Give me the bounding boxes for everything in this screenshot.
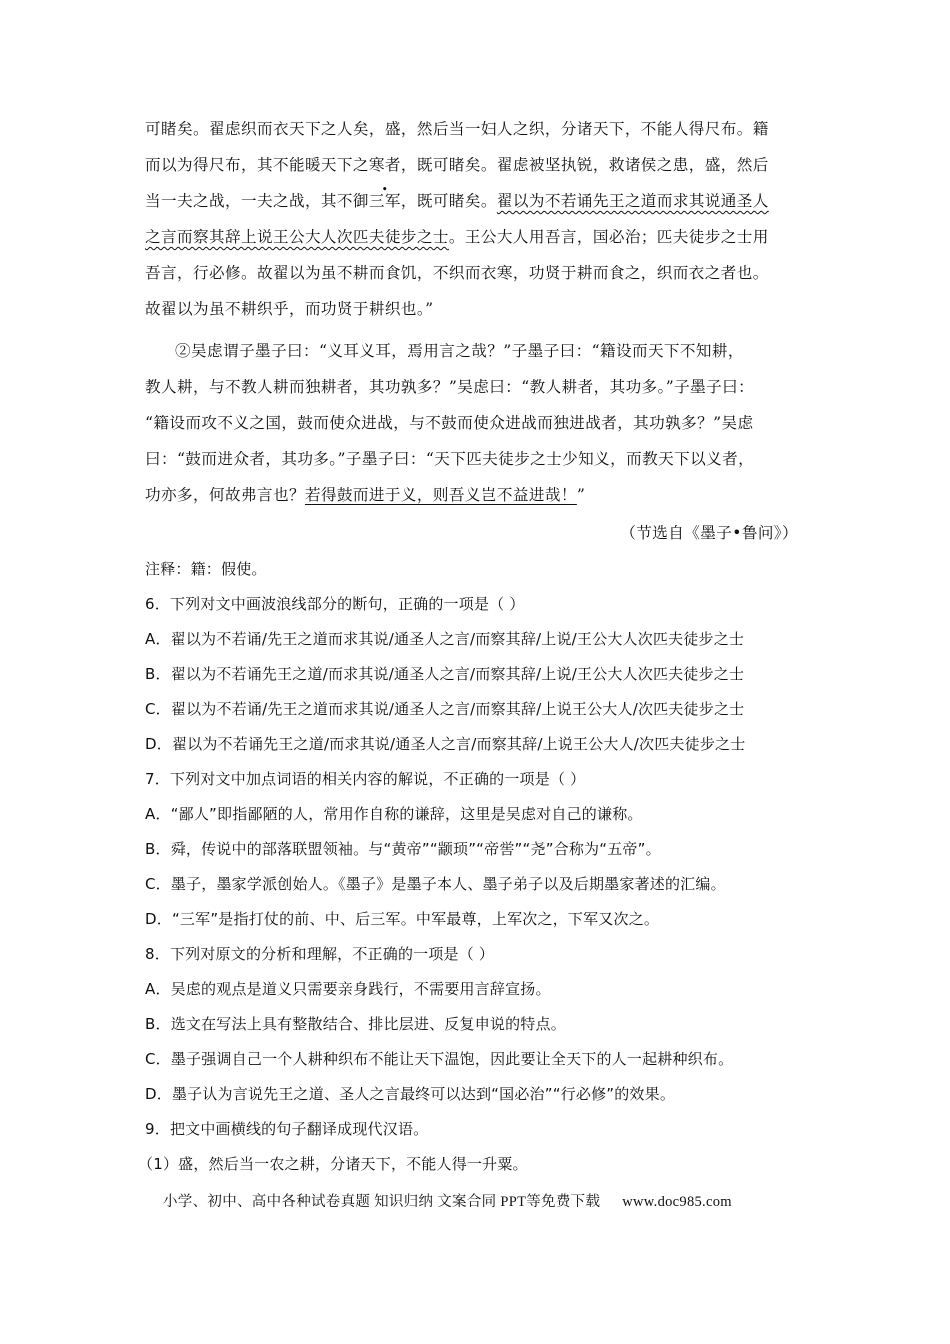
paragraph-2-line-1: ②吴虑谓子墨子曰：“义耳义耳，焉用言之哉？”子墨子曰：“籍设而天下不知耕，	[175, 342, 744, 360]
passage-text: 。王公大人用吾言，国必治；匹夫徒步之士用	[448, 228, 769, 246]
wavy-underlined-sentence: 翟以为不若诵先王之道而求其说通圣人	[496, 192, 769, 210]
passage-text: 当一夫之战，一夫之战，其不御	[145, 192, 369, 210]
question-6-stem: 6．下列对文中画波浪线部分的断句，正确的一项是（ ）	[145, 595, 525, 613]
footer-link[interactable]: www.doc985.com	[622, 1194, 732, 1210]
passage-text: ”	[576, 486, 586, 504]
paragraph-2-line-4: 曰：“鼓而进众者，其功多。”子墨子曰：“天下匹夫徒步之士少知义，而教天下以义者，	[145, 450, 755, 468]
dotted-word-sanjun: 三军	[368, 192, 401, 210]
question-7-option-c: C．墨子，墨家学派创始人。《墨子》是墨子本人、墨子弟子以及后期墨家著述的汇编。	[145, 875, 726, 893]
footer-text: 小学、初中、高中各种试卷真题 知识归纳 文案合同 PPT等免费下载	[163, 1194, 601, 1210]
question-7-option-b: B．舜，传说中的部落联盟领袖。与“黄帝”“颛顼”“帝喾”“尧”合称为“五帝”。	[145, 840, 661, 858]
question-9-stem: 9．把文中画横线的句子翻译成现代汉语。	[145, 1120, 429, 1138]
paragraph-2-line-5	[145, 484, 585, 506]
passage-text: ，既可睹矣。	[400, 192, 497, 210]
question-7-option-d: D．“三军”是指打仗的前、中、后三军。中军最尊，上军次之，下军又次之。	[145, 910, 660, 928]
question-6-option-a: A．翟以为不若诵/先王之道而求其说/通圣人之言/而察其辞/上说/王公大人次匹夫徒步之士	[145, 630, 745, 648]
page-footer	[163, 1190, 732, 1211]
question-7-stem: 7．下列对文中加点词语的相关内容的解说，不正确的一项是（ ）	[145, 770, 586, 788]
passage-line-1: 可睹矣。翟虑织而衣天下之人矣，盛，然后当一妇人之织，分诸天下，不能人得尺布。籍	[145, 120, 769, 138]
passage-line-4	[145, 226, 769, 248]
passage-line-2: 而以为得尺布，其不能暖天下之寒者，既可睹矣。翟虑被坚执锐，救诸侯之患，盛，然后	[145, 156, 769, 174]
passage-line-5: 吾言，行必修。故翟以为虽不耕而食饥，不织而衣寒，功贤于耕而食之，织而衣之者也。	[145, 264, 769, 282]
question-6-option-b: B．翟以为不若诵先王之道/而求其说/通圣人之言/而察其辞/上说/王公大人次匹夫徒步之士	[145, 665, 745, 683]
question-8-option-b: B．选文在写法上具有整散结合、排比层进、反复申说的特点。	[145, 1015, 566, 1033]
passage-line-6: 故翟以为虽不耕织乎，而功贤于耕织也。”	[145, 300, 434, 318]
passage-line-3	[145, 190, 769, 212]
question-9-sentence-1: （1）盛，然后当一农之耕，分诸天下，不能人得一升粟。	[138, 1155, 528, 1173]
annotation-note: 注释：籍：假使。	[145, 560, 267, 578]
underlined-sentence: 若得鼓而进于义，则吾义岂不益进哉！	[304, 486, 577, 504]
question-8-option-c: C．墨子强调自己一个人耕种织布不能让天下温饱，因此要让全天下的人一起耕种织布。	[145, 1050, 734, 1068]
paragraph-2-line-3: “籍设而攻不义之国，鼓而使众进战，与不鼓而使众进战而独进战者，其功孰多？”吴虑	[145, 414, 754, 432]
paragraph-2-line-2: 教人耕，与不教人耕而独耕者，其功孰多？”吴虑曰：“教人耕者，其功多。”子墨子曰：	[145, 378, 755, 396]
question-6-option-c: C．翟以为不若诵/先王之道而求其说/通圣人之言/而察其辞/上说王公大人/次匹夫徒步之士	[145, 700, 745, 718]
question-7-option-a: A．“鄙人”即指鄙陋的人，常用作自称的谦辞，这里是吴虑对自己的谦称。	[145, 805, 643, 823]
question-8-option-a: A．吴虑的观点是道义只需要亲身践行，不需要用言辞宣扬。	[145, 980, 551, 998]
question-8-stem: 8．下列对原文的分析和理解，不正确的一项是（ ）	[145, 945, 495, 963]
wavy-underlined-sentence-cont: 之言而察其辞上说王公大人次匹夫徒步之士	[145, 228, 449, 246]
question-8-option-d: D．墨子认为言说先王之道、圣人之言最终可以达到“国必治”“行必修”的效果。	[145, 1085, 676, 1103]
source-citation: （节选自《墨子•鲁问》）	[620, 524, 798, 542]
question-6-option-d: D．翟以为不若诵先王之道/而求其说/通圣人之言/而察其辞/上说王公大人/次匹夫徒步之士	[145, 735, 746, 753]
passage-text: 功亦多，何故弗言也？	[145, 486, 305, 504]
